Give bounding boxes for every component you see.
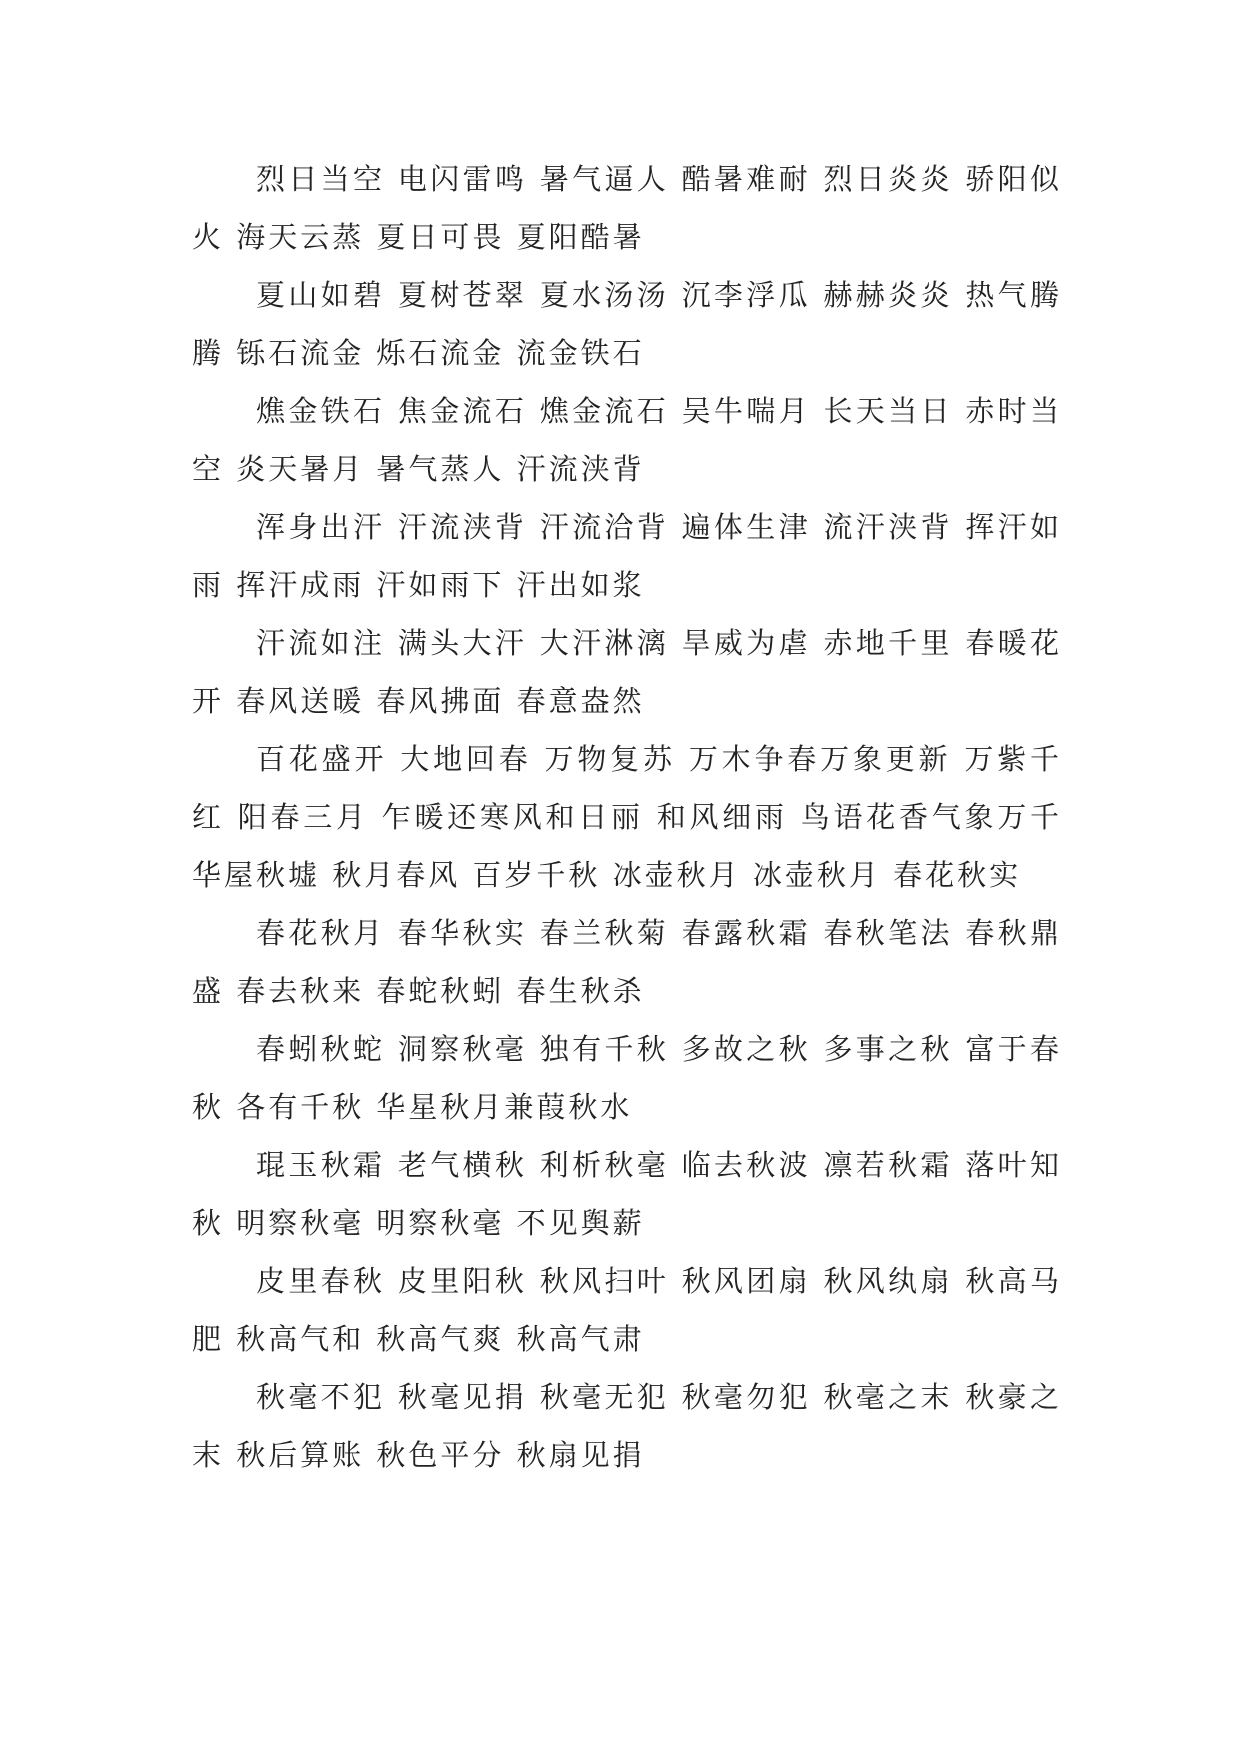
paragraph: 百花盛开 大地回春 万物复苏 万木争春万象更新 万紫千红 阳春三月 乍暖还寒风和日丽 和风细雨 鸟语花香气象万千 华屋秋墟 秋月春风 百岁千秋 冰壶秋月 冰壶秋月 春花秋实 — [192, 742, 1062, 892]
paragraph: 皮里春秋 皮里阳秋 秋风扫叶 秋风团扇 秋风纨扇 秋高马肥 秋高气和 秋高气爽 秋高气肃 — [192, 1264, 1062, 1356]
paragraph: 汗流如注 满头大汗 大汗淋漓 旱威为虐 赤地千里 春暖花开 春风送暖 春风拂面 春意盎然 — [192, 626, 1062, 718]
paragraph: 琨玉秋霜 老气横秋 利析秋毫 临去秋波 凛若秋霜 落叶知秋 明察秋毫 明察秋毫 不见舆薪 — [192, 1148, 1062, 1240]
document-body — [192, 150, 1062, 1484]
paragraph: 春蚓秋蛇 洞察秋毫 独有千秋 多故之秋 多事之秋 富于春秋 各有千秋 华星秋月兼葭秋水 — [192, 1032, 1062, 1124]
paragraph: 烈日当空 电闪雷鸣 暑气逼人 酷暑难耐 烈日炎炎 骄阳似火 海天云蒸 夏日可畏 夏阳酷暑 — [192, 162, 1062, 254]
paragraph: 燋金铁石 焦金流石 燋金流石 吴牛喘月 长天当日 赤时当空 炎天暑月 暑气蒸人 汗流浃背 — [192, 394, 1062, 486]
paragraph: 春花秋月 春华秋实 春兰秋菊 春露秋霜 春秋笔法 春秋鼎盛 春去秋来 春蛇秋蚓 春生秋杀 — [192, 916, 1062, 1008]
paragraph: 浑身出汗 汗流浃背 汗流洽背 遍体生津 流汗浃背 挥汗如雨 挥汗成雨 汗如雨下 汗出如浆 — [192, 510, 1062, 602]
paragraph: 夏山如碧 夏树苍翠 夏水汤汤 沉李浮瓜 赫赫炎炎 热气腾腾 铄石流金 烁石流金 流金铁石 — [192, 278, 1062, 370]
paragraph: 秋毫不犯 秋毫见捐 秋毫无犯 秋毫勿犯 秋毫之末 秋豪之末 秋后算账 秋色平分 秋扇见捐 — [192, 1380, 1062, 1472]
